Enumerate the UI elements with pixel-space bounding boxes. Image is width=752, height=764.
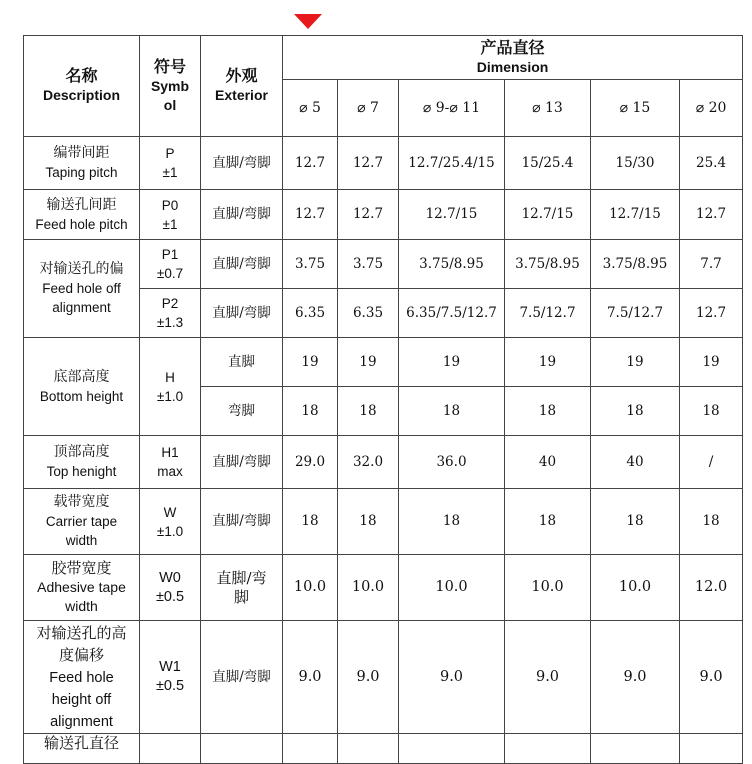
row-exterior: 直脚/弯脚 [201, 289, 283, 338]
description-en: Top henight [46, 464, 117, 479]
description-en: Feed hole height off alignment [49, 669, 114, 730]
table-cell: 18 [283, 489, 338, 555]
row-symbol [140, 137, 201, 190]
table-cell: 19 [283, 338, 338, 387]
description-cn: 输送孔直径 [43, 734, 119, 752]
symbol-tolerance: ±1.0 [156, 523, 184, 539]
header-exterior [201, 36, 283, 137]
symbol-code: P1 [161, 247, 179, 262]
table-cell [201, 734, 283, 764]
symbol-code: P [165, 146, 175, 161]
table-row [24, 621, 743, 734]
table-cell: 10.0 [399, 555, 505, 621]
table-row [24, 137, 743, 190]
symbol-code: H1 [161, 445, 179, 460]
table-cell: 10.0 [505, 555, 591, 621]
row-description [24, 240, 140, 338]
row-exterior: 直脚/弯脚 [201, 137, 283, 190]
table-cell: / [680, 436, 743, 489]
table-row [24, 489, 743, 555]
table-cell: 18 [399, 387, 505, 436]
table-cell: 18 [338, 387, 399, 436]
table-cell: 18 [591, 387, 680, 436]
table-cell: 6.35/7.5/12.7 [399, 289, 505, 338]
symbol-tolerance: ±0.7 [156, 266, 184, 281]
red-triangle-marker-icon [294, 14, 322, 29]
symbol-code: P0 [161, 197, 179, 213]
table-cell: 12.7 [338, 190, 399, 240]
table-cell: 6.35 [283, 289, 338, 338]
row-symbol [140, 621, 201, 734]
table-cell: 3.75 [283, 240, 338, 289]
table-cell: 12.7/25.4/15 [399, 137, 505, 190]
table-cell: 29.0 [283, 436, 338, 489]
table-cell: 18 [505, 387, 591, 436]
table-cell: 12.7 [680, 190, 743, 240]
header-exterior-en: Exterior [215, 87, 268, 103]
diameter-13: ⌀ 13 [505, 80, 591, 137]
row-symbol [140, 338, 201, 436]
header-symbol [140, 36, 201, 137]
table-cell: 40 [591, 436, 680, 489]
row-symbol [140, 436, 201, 489]
table-cell: 12.7 [283, 137, 338, 190]
table-cell: 18 [399, 489, 505, 555]
table-cell: 10.0 [338, 555, 399, 621]
table-cell: 3.75/8.95 [505, 240, 591, 289]
table-cell: 9.0 [680, 621, 743, 734]
description-en: Bottom height [39, 388, 124, 404]
diameter-20: ⌀ 20 [680, 80, 743, 137]
row-exterior [201, 555, 283, 621]
exterior-text: 直脚/弯脚 [216, 568, 267, 606]
row-exterior: 直脚 [201, 338, 283, 387]
table-row [24, 338, 743, 387]
row-exterior: 弯脚 [201, 387, 283, 436]
header-dimension-en: Dimension [476, 58, 549, 75]
diameter-9-11: ⌀ 9-⌀ 11 [399, 80, 505, 137]
table-cell: 40 [505, 436, 591, 489]
table-cell [338, 734, 399, 764]
row-exterior: 直脚/弯脚 [201, 240, 283, 289]
row-description [24, 555, 140, 621]
table-cell: 36.0 [399, 436, 505, 489]
table-cell: 12.7/15 [399, 190, 505, 240]
row-description [24, 436, 140, 489]
description-cn: 载带宽度 [53, 494, 110, 510]
row-description [24, 489, 140, 555]
row-symbol [140, 555, 201, 621]
symbol-code: H [165, 369, 175, 385]
symbol-code: W1 [159, 659, 181, 675]
table-cell: 12.7/15 [505, 190, 591, 240]
header-exterior-cn: 外观 [225, 68, 258, 85]
table-cell: 10.0 [283, 555, 338, 621]
table-cell: 18 [283, 387, 338, 436]
diameter-7: ⌀ 7 [338, 80, 399, 137]
symbol-code: W0 [159, 569, 181, 586]
table-row [24, 436, 743, 489]
symbol-tolerance: ±1 [162, 216, 178, 232]
table-cell: 12.7 [680, 289, 743, 338]
table-cell: 18 [680, 489, 743, 555]
header-description-cn: 名称 [65, 68, 98, 85]
description-cn: 顶部高度 [53, 444, 110, 460]
table-cell: 3.75/8.95 [399, 240, 505, 289]
row-description [24, 137, 140, 190]
description-cn: 输送孔间距 [46, 196, 117, 213]
dimension-spec-table [23, 35, 743, 764]
symbol-tolerance: ±0.5 [155, 588, 185, 605]
row-description [24, 734, 140, 764]
table-cell: 18 [591, 489, 680, 555]
diameter-15: ⌀ 15 [591, 80, 680, 137]
table-cell: 12.0 [680, 555, 743, 621]
header-description [24, 36, 140, 137]
row-symbol [140, 240, 201, 289]
description-cn: 对输送孔的偏 [39, 261, 124, 277]
table-cell: 9.0 [505, 621, 591, 734]
table-row [24, 555, 743, 621]
table-cell: 6.35 [338, 289, 399, 338]
row-description [24, 621, 140, 734]
description-cn: 对输送孔的高度偏移 [36, 623, 127, 664]
symbol-code: P2 [161, 296, 179, 311]
description-cn: 底部高度 [53, 368, 110, 385]
header-dimension [283, 36, 743, 80]
table-cell: 12.7/15 [591, 190, 680, 240]
table-cell [283, 734, 338, 764]
table-row [24, 190, 743, 240]
symbol-tolerance: ±1.3 [156, 315, 184, 330]
table-cell: 3.75 [338, 240, 399, 289]
table-cell: 19 [505, 338, 591, 387]
table-cell: 12.7 [283, 190, 338, 240]
symbol-tolerance: max [157, 464, 183, 479]
table-cell: 7.7 [680, 240, 743, 289]
table-cell: 18 [338, 489, 399, 555]
table-cell: 9.0 [591, 621, 680, 734]
table-cell: 25.4 [680, 137, 743, 190]
table-cell [140, 734, 201, 764]
table-cell: 19 [680, 338, 743, 387]
table-cell: 9.0 [283, 621, 338, 734]
table-cell: 15/30 [591, 137, 680, 190]
row-exterior: 直脚/弯脚 [201, 621, 283, 734]
header-symbol-en: Symbol [150, 77, 190, 113]
table-cell: 15/25.4 [505, 137, 591, 190]
table-cell [399, 734, 505, 764]
symbol-code: W [163, 504, 177, 520]
table-cell: 7.5/12.7 [591, 289, 680, 338]
table-row [24, 734, 743, 764]
table-cell: 32.0 [338, 436, 399, 489]
row-symbol [140, 190, 201, 240]
table-cell: 19 [591, 338, 680, 387]
row-exterior: 直脚/弯脚 [201, 436, 283, 489]
table-cell: 3.75/8.95 [591, 240, 680, 289]
table-cell: 9.0 [338, 621, 399, 734]
description-en: Taping pitch [45, 165, 118, 180]
table-cell: 18 [505, 489, 591, 555]
symbol-tolerance: ±1 [162, 165, 178, 180]
symbol-tolerance: ±0.5 [155, 678, 185, 694]
table-cell [680, 734, 743, 764]
row-exterior: 直脚/弯脚 [201, 190, 283, 240]
row-exterior: 直脚/弯脚 [201, 489, 283, 555]
row-symbol [140, 289, 201, 338]
description-en: Adhesive tape width [37, 579, 126, 614]
header-symbol-cn: 符号 [153, 58, 186, 76]
description-en: Feed hole off alignment [42, 281, 121, 315]
row-description [24, 190, 140, 240]
header-row-1 [24, 36, 743, 80]
table-cell: 10.0 [591, 555, 680, 621]
table-cell: 18 [680, 387, 743, 436]
table-cell: 19 [338, 338, 399, 387]
table-cell [505, 734, 591, 764]
description-cn: 编带间距 [53, 145, 110, 161]
description-en: Feed hole pitch [35, 216, 128, 232]
table-cell: 9.0 [399, 621, 505, 734]
header-description-en: Description [42, 87, 120, 103]
table-cell: 12.7 [338, 137, 399, 190]
row-description [24, 338, 140, 436]
table-cell: 7.5/12.7 [505, 289, 591, 338]
table-cell [591, 734, 680, 764]
description-cn: 胶带宽度 [51, 559, 112, 577]
table-cell: 19 [399, 338, 505, 387]
diameter-5: ⌀ 5 [283, 80, 338, 137]
description-en: Carrier tape width [45, 514, 118, 548]
header-dimension-cn: 产品直径 [480, 39, 545, 57]
symbol-tolerance: ±1.0 [156, 388, 184, 404]
table-row [24, 240, 743, 289]
row-symbol [140, 489, 201, 555]
